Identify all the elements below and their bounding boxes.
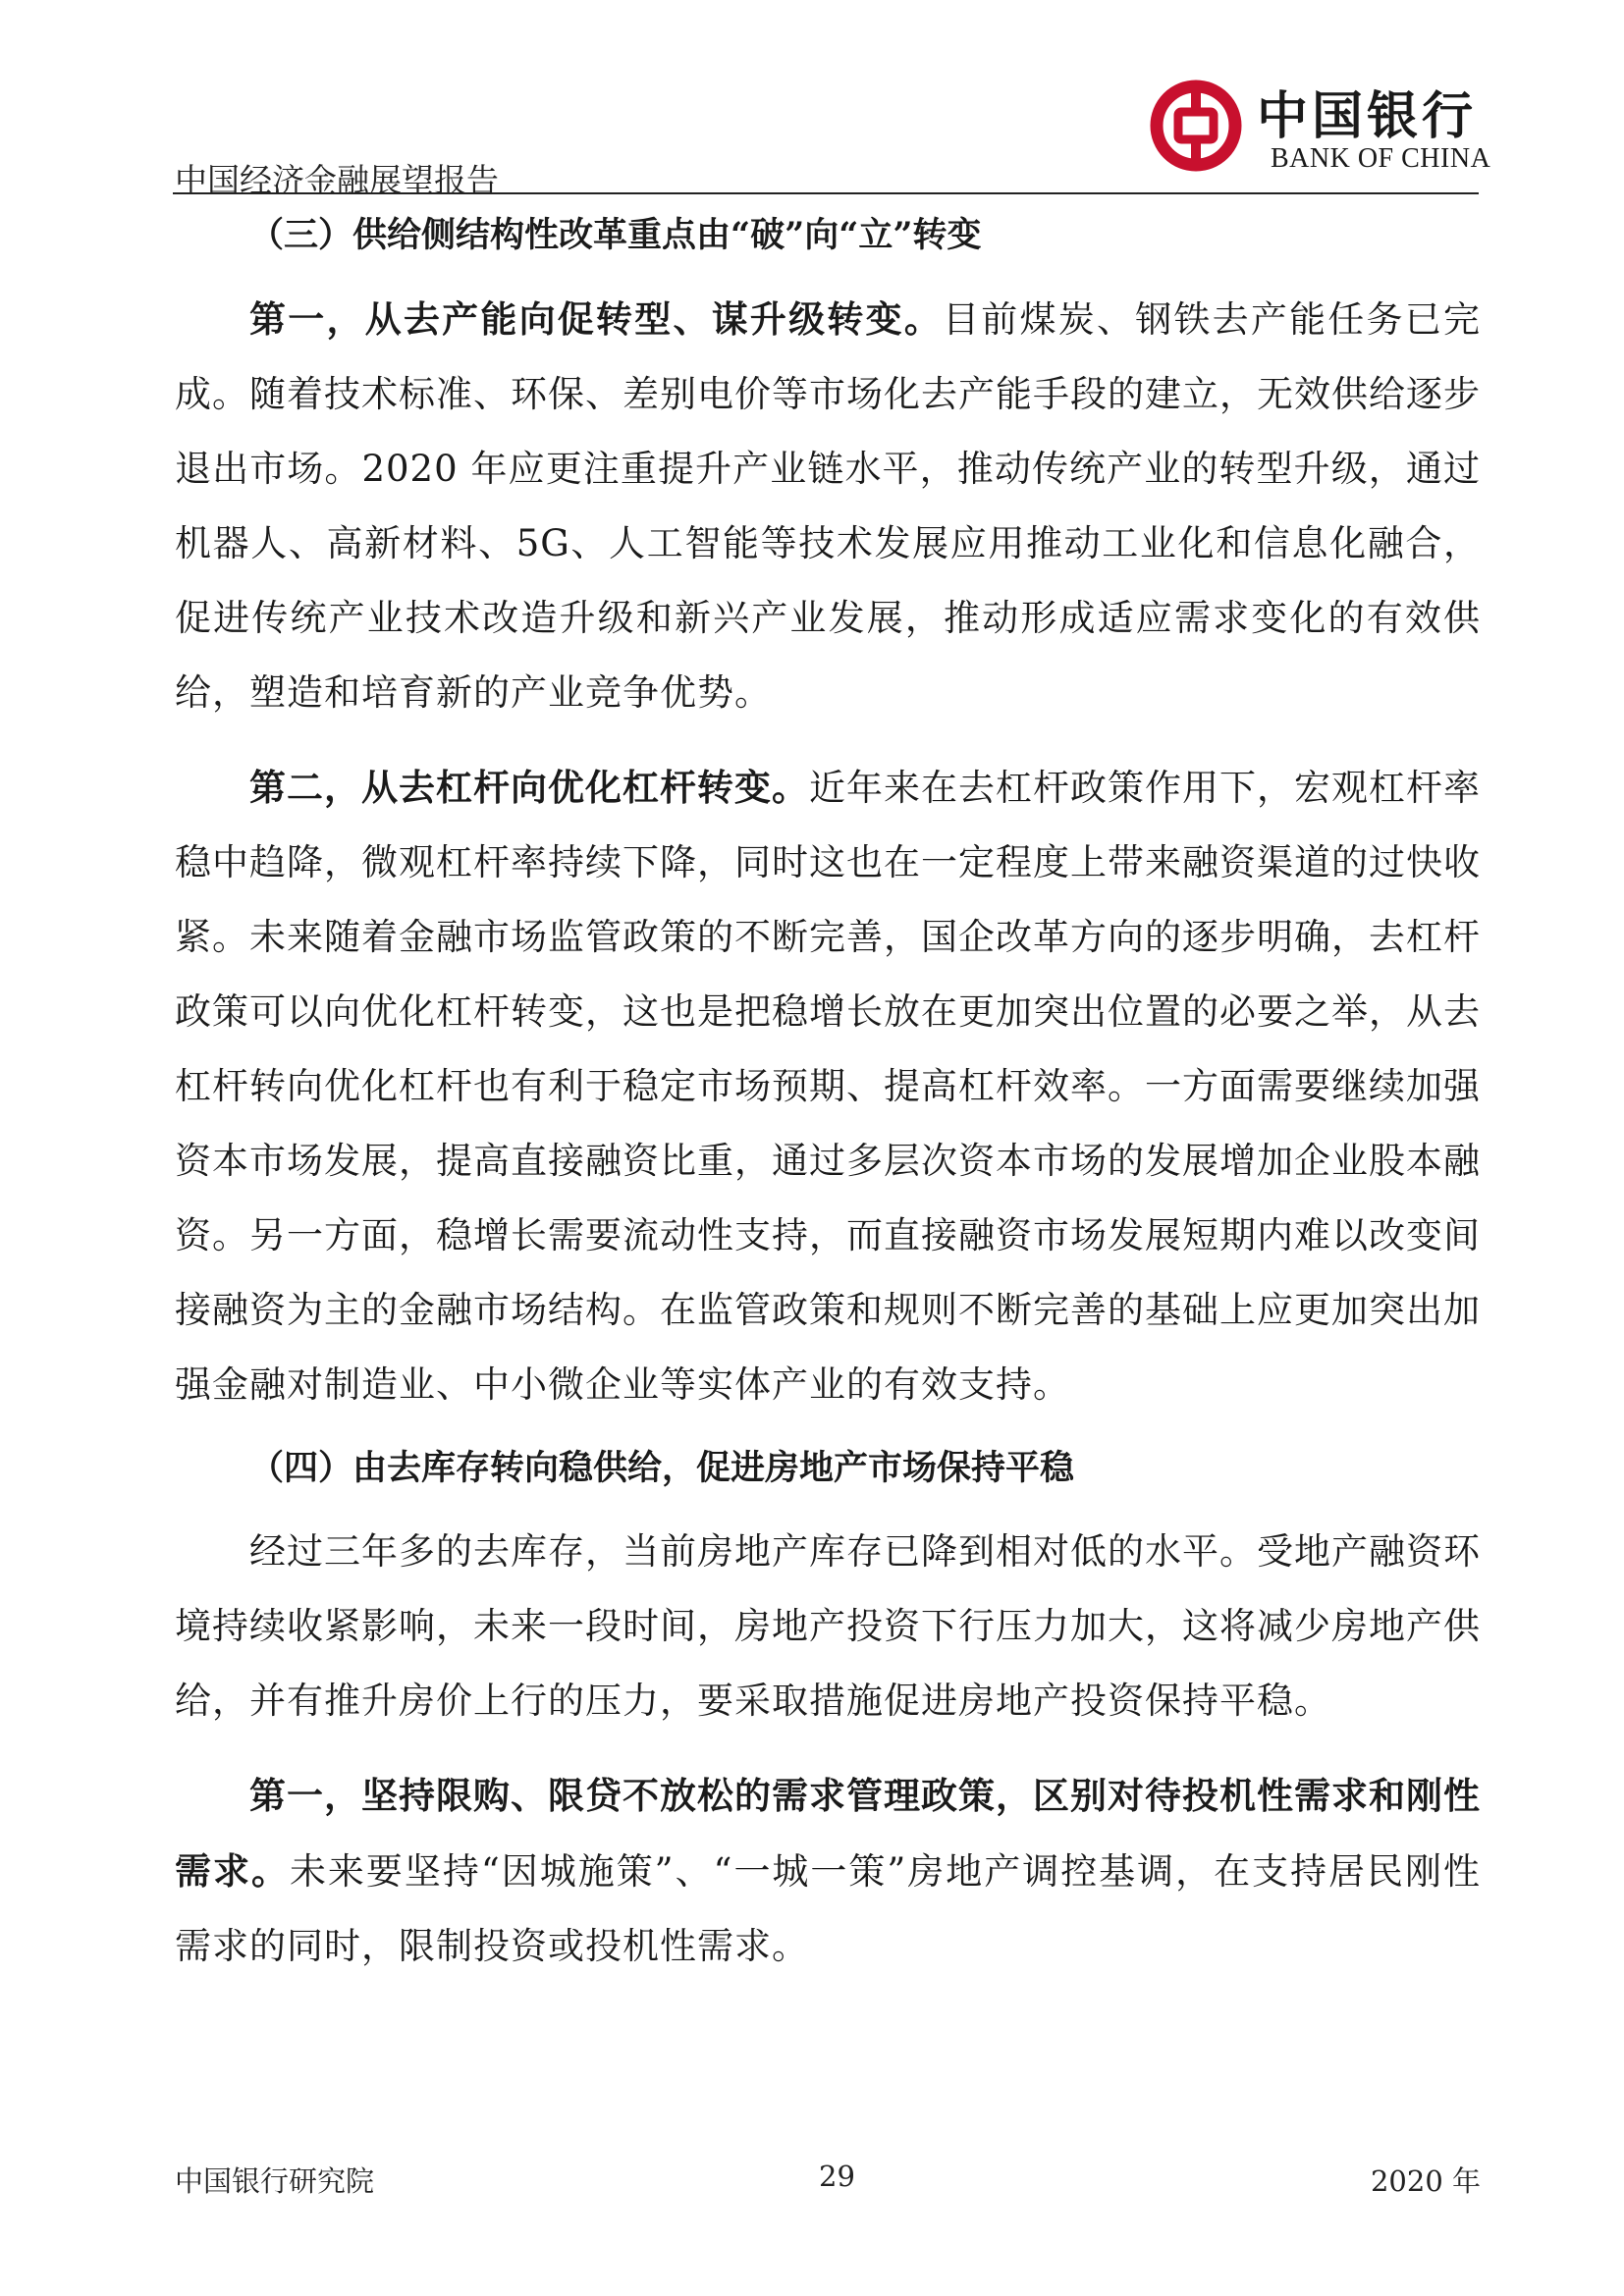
paragraph-3-text: 经过三年多的去库存，当前房地产库存已降到相对低的水平。受地产融资环境持续收紧影响，未来一段时间，房地产投资下行压力加大，这将减少房地产供给，并有推升房价上行的压力，要采取措施促进房地产投资保持平稳。 <box>175 1530 1481 1722</box>
paragraph-2 <box>175 750 1481 1422</box>
footer-institute: 中国银行研究院 <box>175 2164 375 2198</box>
page-body <box>175 211 1481 1984</box>
paragraph-2-lead: 第二，从去杠杆向优化杠杆转变。 <box>249 766 809 809</box>
header-divider <box>173 192 1479 194</box>
paragraph-2-text: 近年来在去杠杆政策作用下，宏观杠杆率稳中趋降，微观杠杆率持续下降，同时这也在一定程度上带来融资渠道的过快收紧。未来随着金融市场监管政策的不断完善，国企改革方向的逐步明确，去杠杆政策可以向优化杠杆转变，这也是把稳增长放在更加突出位置的必要之举，从去杠杆转向优化杠杆也有利于稳定市场预期、提高杠杆效率。一方面需要继续加强资本市场发展，提高直接融资比重，通过多层次资本市场的发展增加企业股本融资。另一方面，稳增长需要流动性支持，而直接融资市场发展短期内难以改变间接融资为主的金融市场结构。在监管政策和规则不断完善的基础上应更加突出加强金融对制造业、中小微企业等实体产业的有效支持。 <box>175 767 1481 1406</box>
section-heading-3: （三）供给侧结构性改革重点由“破”向“立”转变 <box>249 215 982 255</box>
footer-year: 2020 年 <box>1370 2164 1481 2198</box>
paragraph-4 <box>175 1758 1481 1984</box>
paragraph-1-lead: 第一，从去产能向促转型、谋升级转变。 <box>249 297 944 341</box>
bank-of-china-emblem-icon <box>1149 79 1243 173</box>
paragraph-3 <box>175 1515 1481 1738</box>
paragraph-1-text: 目前煤炭、钢铁去产能任务已完成。随着技术标准、环保、差别电价等市场化去产能手段的建立，无效供给逐步退出市场。2020 年应更注重提升产业链水平，推动传统产业的转型升级，通过机器人、高新材料、5G、人工智能等技术发展应用推动工业化和信息化融合，促进传统产业技术改造升级和新兴产业发展，推动形成适应需求变化的有效供给，塑造和培育新的产业竞争优势。 <box>175 298 1482 714</box>
bank-logo <box>1149 71 1491 184</box>
section-heading-4: （四）由去库存转向稳供给，促进房地产市场保持平稳 <box>249 1448 1075 1488</box>
paragraph-4-text: 未来要坚持“因城施策”、“一城一策”房地产调控基调，在支持居民刚性需求的同时，限制投资或投机性需求。 <box>175 1850 1481 1967</box>
paragraph-1 <box>175 282 1481 730</box>
paragraph-4-lead: 第一，坚持限购、限贷不放松的需求管理政策，区别对待投机性需求和刚性需求。 <box>175 1774 1481 1893</box>
report-title: 中国经济金融展望报告 <box>175 161 499 199</box>
logo-chinese-name: 中国银行 <box>1257 86 1478 146</box>
logo-english-name: BANK OF CHINA <box>1271 143 1491 174</box>
page-number: 29 <box>819 2160 855 2193</box>
